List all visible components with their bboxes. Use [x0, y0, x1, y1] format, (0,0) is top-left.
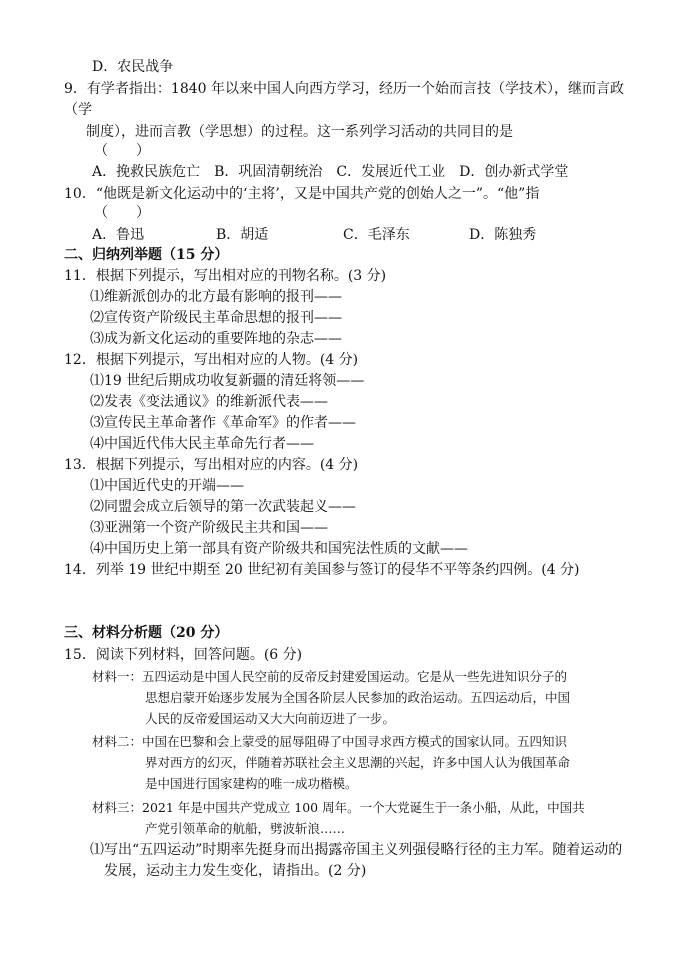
q12-item-1: ⑴19 世纪后期成功收复新疆的清廷将领—— [90, 373, 365, 389]
section3-title: 三、材料分析题（20 分） [64, 625, 229, 641]
q13-item-1: ⑴中国近代史的开端—— [90, 478, 244, 494]
q10-answer-bracket: （ ） [94, 205, 150, 221]
q15-material3-line1: 材料三：2021 年是中国共产党成立 100 周年。一个大党诞生于一条小船，从此，中国共 [92, 800, 585, 815]
q15-stem: 15．阅读下列材料，回答问题。(6 分) [64, 647, 303, 663]
q13-item-2: ⑵同盟会成立后领导的第一次武装起义—— [90, 499, 356, 515]
q10-option-d: D．陈独秀 [469, 227, 537, 243]
q15-sub1-line2: 发展，运动主力发生变化，请指出。(2 分) [104, 863, 367, 879]
q12-item-4: ⑷中国近代伟大民主革命先行者—— [90, 436, 314, 452]
q10-option-a: A．鲁迅 [92, 227, 145, 243]
q15-material3-line2: 产党引领革命的航船，劈波斩浪…… [145, 821, 346, 836]
q9-stem-line1: 9．有学者指出：1840 年以来中国人向西方学习，经历一个始而言技（学技术），继而言政 [64, 81, 624, 97]
q12-item-2: ⑵发表《变法通议》的维新派代表—— [90, 394, 328, 410]
q15-material1-line2: 思想启蒙开始逐步发展为全国各阶层人民参加的政治运动。五四运动后，中国 [145, 690, 571, 705]
q8-option-d: D．农民战争 [92, 59, 174, 75]
q11-stem: 11．根据下列提示，写出相对应的刊物名称。(3 分) [64, 268, 387, 284]
q12-stem: 12．根据下列提示，写出相对应的人物。(4 分) [64, 352, 359, 368]
q15-material1-line3: 人民的反帝爱国运动又大大向前迈进了一步。 [145, 711, 396, 726]
q9-stem-line2: （学 [64, 102, 92, 118]
q10-option-c: C．毛泽东 [343, 227, 410, 243]
q11-item-2: ⑵宣传资产阶级民主革命思想的报刊—— [90, 310, 342, 326]
q15-sub1-line1: ⑴写出“五四运动”时期率先挺身而出揭露帝国主义列强侵略行径的主力军。随着运动的 [90, 842, 623, 858]
q9-answer-bracket: （ ） [94, 143, 150, 159]
q9-stem-line3: 制度），进而言教（学思想）的过程。这一系列学习活动的共同目的是 [86, 124, 513, 140]
q10-option-b: B．胡适 [216, 227, 269, 243]
q11-item-3: ⑶成为新文化运动的重要阵地的杂志—— [90, 331, 342, 347]
q13-stem: 13．根据下列提示，写出相对应的内容。(4 分) [64, 457, 359, 473]
section2-title: 二、归纳列举题（15 分） [64, 247, 229, 263]
q13-item-3: ⑶亚洲第一个资产阶级民主共和国—— [90, 520, 328, 536]
q15-material2-line1: 材料二：中国在巴黎和会上蒙受的屈辱阻碍了中国寻求西方模式的国家认同。五四知识 [92, 734, 568, 749]
q15-material2-line2: 界对西方的幻灭，伴随着苏联社会主义思潮的兴起，许多中国人认为俄国革命 [145, 755, 571, 770]
q14-stem: 14．列举 19 世纪中期至 20 世纪初有美国参与签订的侵华不平等条约四例。(4 分) [64, 562, 580, 578]
q10-stem-line1: 10．“他既是新文化运动中的‘主将’，又是中国共产党的创始人之一”。“他”指 [64, 186, 540, 202]
q9-options: A．挽救民族危亡 B．巩固清朝统治 C．发展近代工业 D．创办新式学堂 [92, 164, 569, 180]
q15-material2-line3: 是中国进行国家建构的唯一成功楷模。 [145, 776, 358, 791]
q15-material1-line1: 材料一：五四运动是中国人民空前的反帝反封建爱国运动。它是从一些先进知识分子的 [92, 669, 568, 684]
q13-item-4: ⑷中国历史上第一部具有资产阶级共和国宪法性质的文献—— [90, 541, 468, 557]
q11-item-1: ⑴维新派创办的北方最有影响的报刊—— [90, 289, 342, 305]
q12-item-3: ⑶宣传民主革命著作《革命军》的作者—— [90, 415, 356, 431]
